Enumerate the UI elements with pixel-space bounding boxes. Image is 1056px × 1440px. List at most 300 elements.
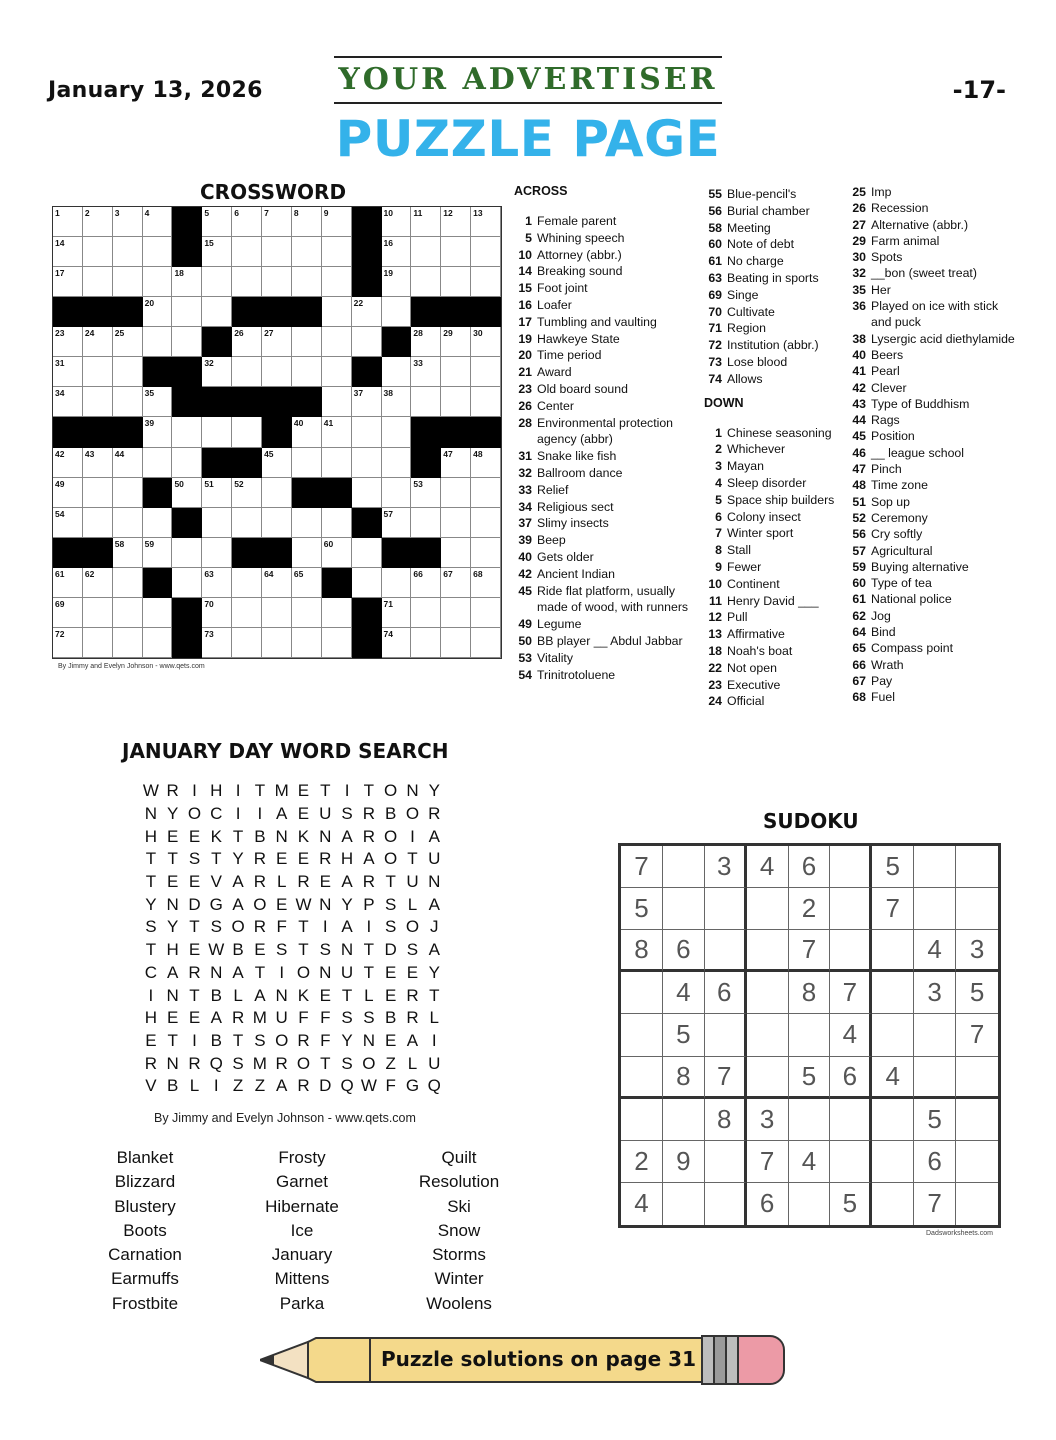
crossword-cell[interactable] (113, 237, 143, 267)
wordsearch-letter[interactable]: R (362, 872, 375, 892)
wordsearch-letter[interactable]: A (428, 940, 440, 960)
crossword-cell[interactable] (411, 478, 441, 508)
sudoku-cell[interactable]: 2 (789, 888, 831, 930)
crossword-cell[interactable] (53, 568, 83, 598)
wordsearch-letter[interactable]: I (235, 781, 241, 801)
wordsearch-letter[interactable]: N (319, 894, 332, 914)
wordsearch-letter[interactable]: I (410, 826, 415, 846)
wordsearch-letter[interactable]: O (384, 849, 398, 869)
crossword-cell[interactable] (53, 478, 83, 508)
crossword-cell[interactable] (411, 357, 441, 387)
wordsearch-letter[interactable]: R (188, 1053, 201, 1073)
wordsearch-letter[interactable]: R (428, 804, 441, 824)
wordsearch-letter[interactable]: L (407, 1053, 418, 1073)
sudoku-cell[interactable]: 4 (747, 846, 789, 888)
sudoku-cell[interactable] (830, 930, 872, 972)
crossword-cell[interactable] (113, 538, 143, 568)
crossword-cell[interactable] (352, 538, 382, 568)
crossword-cell[interactable] (53, 267, 83, 297)
crossword-cell[interactable] (292, 237, 322, 267)
sudoku-cell[interactable]: 9 (663, 1141, 705, 1183)
sudoku-cell[interactable] (705, 1141, 747, 1183)
sudoku-cell[interactable] (914, 846, 956, 888)
crossword-cell[interactable] (53, 508, 83, 538)
wordsearch-letter[interactable]: U (340, 962, 354, 982)
sudoku-cell[interactable]: 7 (830, 972, 872, 1014)
crossword-cell[interactable] (262, 508, 292, 538)
wordsearch-letter[interactable]: N (319, 962, 332, 982)
wordsearch-letter[interactable]: K (210, 826, 222, 846)
crossword-cell[interactable] (83, 207, 113, 237)
wordsearch-letter[interactable]: Q (427, 1076, 441, 1096)
crossword-cell[interactable] (382, 207, 412, 237)
crossword-cell[interactable] (143, 297, 173, 327)
wordsearch-letter[interactable]: I (192, 781, 197, 801)
sudoku-cell[interactable] (789, 1183, 831, 1225)
crossword-cell[interactable] (83, 568, 113, 598)
crossword-cell[interactable] (202, 628, 232, 658)
sudoku-cell[interactable] (872, 1141, 914, 1183)
wordsearch-letter[interactable]: O (253, 894, 267, 914)
wordsearch-letter[interactable]: Y (341, 1030, 353, 1050)
wordsearch-letter[interactable]: L (407, 894, 418, 914)
crossword-cell[interactable] (83, 357, 113, 387)
wordsearch-letter[interactable]: I (213, 1076, 219, 1096)
wordsearch-letter[interactable]: T (145, 872, 157, 892)
wordsearch-letter[interactable]: N (406, 781, 419, 801)
wordsearch-letter[interactable]: S (341, 804, 353, 824)
sudoku-cell[interactable]: 7 (621, 846, 663, 888)
crossword-cell[interactable] (441, 357, 471, 387)
sudoku-cell[interactable]: 6 (663, 930, 705, 972)
crossword-cell[interactable] (292, 598, 322, 628)
wordsearch-letter[interactable]: S (188, 849, 201, 869)
wordsearch-letter[interactable]: F (320, 1030, 331, 1050)
crossword-cell[interactable] (322, 267, 352, 297)
wordsearch-letter[interactable]: I (192, 1030, 197, 1050)
crossword-cell[interactable] (411, 628, 441, 658)
crossword-cell[interactable] (143, 598, 173, 628)
crossword-cell[interactable] (411, 237, 441, 267)
sudoku-cell[interactable]: 7 (705, 1057, 747, 1099)
wordsearch-letter[interactable]: S (145, 917, 157, 937)
wordsearch-letter[interactable]: B (384, 1008, 397, 1028)
crossword-cell[interactable] (113, 357, 143, 387)
wordsearch-letter[interactable]: E (319, 872, 331, 892)
wordsearch-letter[interactable]: G (209, 894, 223, 914)
crossword-cell[interactable] (322, 628, 352, 658)
wordsearch-letter[interactable]: E (297, 849, 310, 869)
wordsearch-letter[interactable]: E (254, 940, 266, 960)
sudoku-cell[interactable]: 6 (705, 972, 747, 1014)
wordsearch-letter[interactable]: T (232, 1030, 244, 1050)
wordsearch-letter[interactable]: H (166, 940, 179, 960)
crossword-cell[interactable] (352, 297, 382, 327)
crossword-cell[interactable] (202, 568, 232, 598)
wordsearch-letter[interactable]: U (428, 849, 441, 869)
sudoku-cell[interactable] (872, 1014, 914, 1056)
wordsearch-letter[interactable]: T (145, 940, 157, 960)
crossword-cell[interactable] (232, 508, 262, 538)
wordsearch-letter[interactable]: S (341, 1053, 353, 1073)
sudoku-cell[interactable]: 8 (663, 1057, 705, 1099)
crossword-cell[interactable] (172, 267, 202, 297)
wordsearch-letter[interactable]: K (297, 985, 310, 1005)
crossword-cell[interactable] (143, 628, 173, 658)
crossword-cell[interactable] (172, 538, 202, 568)
wordsearch-letter[interactable]: R (319, 849, 332, 869)
crossword-cell[interactable] (143, 237, 173, 267)
crossword-cell[interactable] (262, 598, 292, 628)
wordsearch-letter[interactable]: V (210, 872, 222, 892)
wordsearch-letter[interactable]: A (232, 894, 244, 914)
wordsearch-letter[interactable]: S (384, 917, 397, 937)
crossword-cell[interactable] (471, 508, 501, 538)
sudoku-cell[interactable]: 5 (956, 972, 998, 1014)
sudoku-cell[interactable] (789, 1099, 831, 1141)
wordsearch-letter[interactable]: T (407, 849, 418, 869)
wordsearch-letter[interactable]: F (276, 917, 287, 937)
wordsearch-letter[interactable]: O (405, 917, 420, 937)
wordsearch-letter[interactable]: E (188, 940, 201, 960)
sudoku-cell[interactable]: 7 (747, 1141, 789, 1183)
wordsearch-letter[interactable]: E (188, 872, 201, 892)
sudoku-cell[interactable] (830, 1141, 872, 1183)
crossword-cell[interactable] (83, 508, 113, 538)
wordsearch-letter[interactable]: Q (209, 1053, 223, 1073)
crossword-cell[interactable] (143, 508, 173, 538)
wordsearch-letter[interactable]: R (297, 1076, 310, 1096)
sudoku-cell[interactable] (830, 846, 872, 888)
crossword-cell[interactable] (292, 207, 322, 237)
wordsearch-letter[interactable]: R (297, 872, 310, 892)
crossword-cell[interactable] (113, 628, 143, 658)
crossword-cell[interactable] (113, 448, 143, 478)
wordsearch-letter[interactable]: O (405, 804, 420, 824)
wordsearch-letter[interactable]: T (211, 849, 222, 869)
wordsearch-letter[interactable]: W (208, 940, 225, 960)
wordsearch-letter[interactable]: N (428, 872, 441, 892)
wordsearch-letter[interactable]: M (252, 1008, 267, 1028)
wordsearch-letter[interactable]: R (188, 962, 201, 982)
crossword-cell[interactable] (172, 327, 202, 357)
crossword-cell[interactable] (471, 448, 501, 478)
crossword-cell[interactable] (471, 628, 501, 658)
wordsearch-letter[interactable]: T (298, 940, 309, 960)
wordsearch-letter[interactable]: A (341, 826, 353, 846)
crossword-cell[interactable] (53, 387, 83, 417)
wordsearch-letter[interactable]: Q (340, 1076, 354, 1096)
sudoku-cell[interactable] (956, 888, 998, 930)
sudoku-cell[interactable] (830, 888, 872, 930)
wordsearch-letter[interactable]: O (296, 1053, 311, 1073)
sudoku-cell[interactable]: 8 (789, 972, 831, 1014)
sudoku-cell[interactable] (747, 888, 789, 930)
sudoku-cell[interactable]: 5 (663, 1014, 705, 1056)
sudoku-cell[interactable]: 8 (621, 930, 663, 972)
wordsearch-letter[interactable]: N (166, 985, 179, 1005)
wordsearch-letter[interactable]: O (275, 1030, 289, 1050)
wordsearch-letter[interactable]: O (384, 826, 398, 846)
wordsearch-letter[interactable]: E (406, 962, 419, 982)
crossword-cell[interactable] (292, 628, 322, 658)
wordsearch-letter[interactable]: L (364, 985, 374, 1005)
sudoku-cell[interactable]: 6 (830, 1057, 872, 1099)
crossword-cell[interactable] (471, 387, 501, 417)
wordsearch-letter[interactable]: B (210, 1030, 222, 1050)
wordsearch-letter[interactable]: R (253, 872, 267, 892)
wordsearch-letter[interactable]: S (384, 894, 397, 914)
crossword-cell[interactable] (382, 478, 412, 508)
wordsearch-letter[interactable]: T (363, 962, 375, 982)
crossword-cell[interactable] (441, 387, 471, 417)
wordsearch-letter[interactable]: U (428, 1053, 441, 1073)
wordsearch-letter[interactable]: A (363, 849, 375, 869)
wordsearch-letter[interactable]: E (384, 962, 397, 982)
wordsearch-letter[interactable]: R (362, 804, 375, 824)
wordsearch-letter[interactable]: R (406, 1008, 419, 1028)
crossword-cell[interactable] (232, 327, 262, 357)
wordsearch-letter[interactable]: P (363, 894, 375, 914)
crossword-cell[interactable] (83, 448, 113, 478)
sudoku-cell[interactable] (663, 846, 705, 888)
crossword-cell[interactable] (83, 267, 113, 297)
wordsearch-letter[interactable]: B (167, 1076, 179, 1096)
crossword-cell[interactable] (441, 568, 471, 598)
crossword-cell[interactable] (441, 538, 471, 568)
sudoku-cell[interactable]: 3 (747, 1099, 789, 1141)
crossword-cell[interactable] (292, 327, 322, 357)
wordsearch-letter[interactable]: T (254, 962, 266, 982)
crossword-cell[interactable] (382, 417, 412, 447)
crossword-cell[interactable] (232, 568, 262, 598)
wordsearch-letter[interactable]: N (210, 962, 223, 982)
wordsearch-letter[interactable]: L (276, 872, 287, 892)
crossword-cell[interactable] (352, 478, 382, 508)
wordsearch-letter[interactable]: E (384, 985, 397, 1005)
wordsearch-letter[interactable]: T (167, 1030, 178, 1050)
crossword-cell[interactable] (53, 237, 83, 267)
crossword-cell[interactable] (143, 267, 173, 297)
wordsearch-letter[interactable]: N (166, 894, 179, 914)
crossword-cell[interactable] (83, 387, 113, 417)
crossword-cell[interactable] (322, 327, 352, 357)
wordsearch-letter[interactable]: T (363, 781, 375, 801)
crossword-cell[interactable] (202, 598, 232, 628)
wordsearch-letter[interactable]: I (431, 1030, 437, 1050)
wordsearch-letter[interactable]: E (384, 1030, 397, 1050)
wordsearch-letter[interactable]: E (167, 826, 179, 846)
crossword-cell[interactable] (113, 387, 143, 417)
wordsearch-letter[interactable]: T (232, 826, 244, 846)
wordsearch-letter[interactable]: R (275, 1053, 288, 1073)
wordsearch-letter[interactable]: W (295, 894, 312, 914)
wordsearch-letter[interactable]: H (144, 1008, 158, 1028)
wordsearch-letter[interactable]: T (254, 781, 266, 801)
wordsearch-letter[interactable]: S (363, 1008, 375, 1028)
wordsearch-letter[interactable]: W (360, 1076, 377, 1096)
crossword-cell[interactable] (83, 478, 113, 508)
crossword-cell[interactable] (441, 267, 471, 297)
wordsearch-letter[interactable]: R (231, 1008, 245, 1028)
crossword-cell[interactable] (411, 267, 441, 297)
wordsearch-letter[interactable]: I (344, 781, 350, 801)
wordsearch-letter[interactable]: Y (232, 849, 244, 869)
crossword-cell[interactable] (322, 357, 352, 387)
wordsearch-letter[interactable]: Y (145, 894, 157, 914)
crossword-cell[interactable] (172, 297, 202, 327)
crossword-cell[interactable] (441, 448, 471, 478)
sudoku-cell[interactable] (747, 1014, 789, 1056)
sudoku-cell[interactable]: 6 (789, 846, 831, 888)
crossword-cell[interactable] (441, 598, 471, 628)
wordsearch-letter[interactable]: W (142, 781, 159, 801)
wordsearch-letter[interactable]: B (384, 804, 397, 824)
wordsearch-letter[interactable]: V (145, 1076, 157, 1096)
crossword-cell[interactable] (83, 237, 113, 267)
crossword-cell[interactable] (382, 387, 412, 417)
crossword-cell[interactable] (382, 628, 412, 658)
wordsearch-letter[interactable]: T (145, 849, 157, 869)
wordsearch-letter[interactable]: N (275, 985, 288, 1005)
wordsearch-letter[interactable]: F (385, 1076, 396, 1096)
crossword-cell[interactable] (262, 448, 292, 478)
crossword-cell[interactable] (411, 598, 441, 628)
crossword-cell[interactable] (202, 538, 232, 568)
wordsearch-letter[interactable]: H (210, 781, 223, 801)
sudoku-cell[interactable]: 7 (789, 930, 831, 972)
crossword-cell[interactable] (232, 628, 262, 658)
wordsearch-letter[interactable]: M (252, 1053, 267, 1073)
crossword-cell[interactable] (113, 508, 143, 538)
crossword-cell[interactable] (53, 327, 83, 357)
wordsearch-letter[interactable]: T (385, 872, 396, 892)
crossword-cell[interactable] (232, 357, 262, 387)
wordsearch-letter[interactable]: L (429, 1008, 439, 1028)
wordsearch-letter[interactable]: S (232, 1053, 244, 1073)
wordsearch-letter[interactable]: E (276, 849, 288, 869)
sudoku-cell[interactable]: 5 (789, 1057, 831, 1099)
sudoku-cell[interactable]: 4 (663, 972, 705, 1014)
wordsearch-letter[interactable]: D (188, 894, 201, 914)
crossword-cell[interactable] (202, 357, 232, 387)
wordsearch-letter[interactable]: E (297, 781, 310, 801)
crossword-cell[interactable] (471, 598, 501, 628)
wordsearch-letter[interactable]: S (406, 940, 419, 960)
wordsearch-letter[interactable]: T (363, 940, 375, 960)
crossword-cell[interactable] (113, 478, 143, 508)
crossword-cell[interactable] (382, 448, 412, 478)
sudoku-cell[interactable]: 6 (914, 1141, 956, 1183)
crossword-cell[interactable] (441, 327, 471, 357)
wordsearch-letter[interactable]: T (189, 917, 200, 937)
crossword-cell[interactable] (322, 448, 352, 478)
crossword-cell[interactable] (382, 598, 412, 628)
crossword-cell[interactable] (172, 448, 202, 478)
wordsearch-letter[interactable]: N (319, 826, 332, 846)
crossword-cell[interactable] (292, 508, 322, 538)
crossword-cell[interactable] (113, 267, 143, 297)
wordsearch-letter[interactable]: J (430, 917, 439, 937)
crossword-cell[interactable] (382, 508, 412, 538)
sudoku-cell[interactable] (872, 972, 914, 1014)
sudoku-cell[interactable] (747, 1057, 789, 1099)
sudoku-cell[interactable] (956, 1141, 998, 1183)
crossword-cell[interactable] (382, 357, 412, 387)
wordsearch-letter[interactable]: U (406, 872, 419, 892)
crossword-cell[interactable] (411, 327, 441, 357)
wordsearch-letter[interactable]: Z (385, 1053, 396, 1073)
wordsearch-letter[interactable]: N (362, 1030, 375, 1050)
sudoku-cell[interactable] (621, 1014, 663, 1056)
wordsearch-letter[interactable]: A (254, 985, 266, 1005)
crossword-cell[interactable] (232, 237, 262, 267)
crossword-cell[interactable] (53, 448, 83, 478)
sudoku-cell[interactable] (621, 1099, 663, 1141)
sudoku-cell[interactable] (621, 972, 663, 1014)
sudoku-cell[interactable] (705, 930, 747, 972)
crossword-cell[interactable] (113, 598, 143, 628)
crossword-cell[interactable] (411, 387, 441, 417)
crossword-grid[interactable] (52, 206, 502, 659)
crossword-cell[interactable] (172, 478, 202, 508)
wordsearch-letter[interactable]: F (320, 1008, 331, 1028)
crossword-cell[interactable] (202, 478, 232, 508)
wordsearch-letter[interactable]: Y (341, 894, 353, 914)
wordsearch-letter[interactable]: I (279, 962, 285, 982)
sudoku-cell[interactable] (747, 930, 789, 972)
wordsearch-letter[interactable]: N (144, 804, 158, 824)
sudoku-cell[interactable]: 6 (747, 1183, 789, 1225)
wordsearch-letter[interactable]: C (144, 962, 158, 982)
crossword-cell[interactable] (262, 327, 292, 357)
crossword-cell[interactable] (143, 448, 173, 478)
crossword-cell[interactable] (382, 568, 412, 598)
crossword-cell[interactable] (53, 357, 83, 387)
wordsearch-letter[interactable]: D (384, 940, 397, 960)
wordsearch-letter[interactable]: I (235, 804, 241, 824)
crossword-cell[interactable] (262, 357, 292, 387)
wordsearch-letter[interactable]: O (231, 917, 245, 937)
crossword-cell[interactable] (232, 267, 262, 297)
crossword-cell[interactable] (411, 207, 441, 237)
crossword-cell[interactable] (202, 297, 232, 327)
crossword-cell[interactable] (352, 448, 382, 478)
wordsearch-letter[interactable]: Y (428, 781, 440, 801)
sudoku-cell[interactable]: 4 (872, 1057, 914, 1099)
crossword-cell[interactable] (382, 237, 412, 267)
sudoku-cell[interactable] (872, 930, 914, 972)
wordsearch-letter[interactable]: L (189, 1076, 200, 1096)
crossword-cell[interactable] (322, 417, 352, 447)
wordsearch-grid[interactable] (140, 780, 468, 1098)
wordsearch-letter[interactable]: M (274, 781, 289, 801)
crossword-cell[interactable] (292, 357, 322, 387)
sudoku-cell[interactable] (663, 1183, 705, 1225)
sudoku-cell[interactable] (830, 1099, 872, 1141)
crossword-cell[interactable] (292, 538, 322, 568)
crossword-cell[interactable] (322, 207, 352, 237)
crossword-cell[interactable] (441, 478, 471, 508)
crossword-cell[interactable] (202, 267, 232, 297)
wordsearch-letter[interactable]: I (148, 985, 154, 1005)
crossword-cell[interactable] (471, 568, 501, 598)
crossword-cell[interactable] (441, 207, 471, 237)
wordsearch-letter[interactable]: T (341, 985, 353, 1005)
wordsearch-letter[interactable]: O (384, 781, 398, 801)
crossword-cell[interactable] (113, 207, 143, 237)
crossword-cell[interactable] (113, 327, 143, 357)
